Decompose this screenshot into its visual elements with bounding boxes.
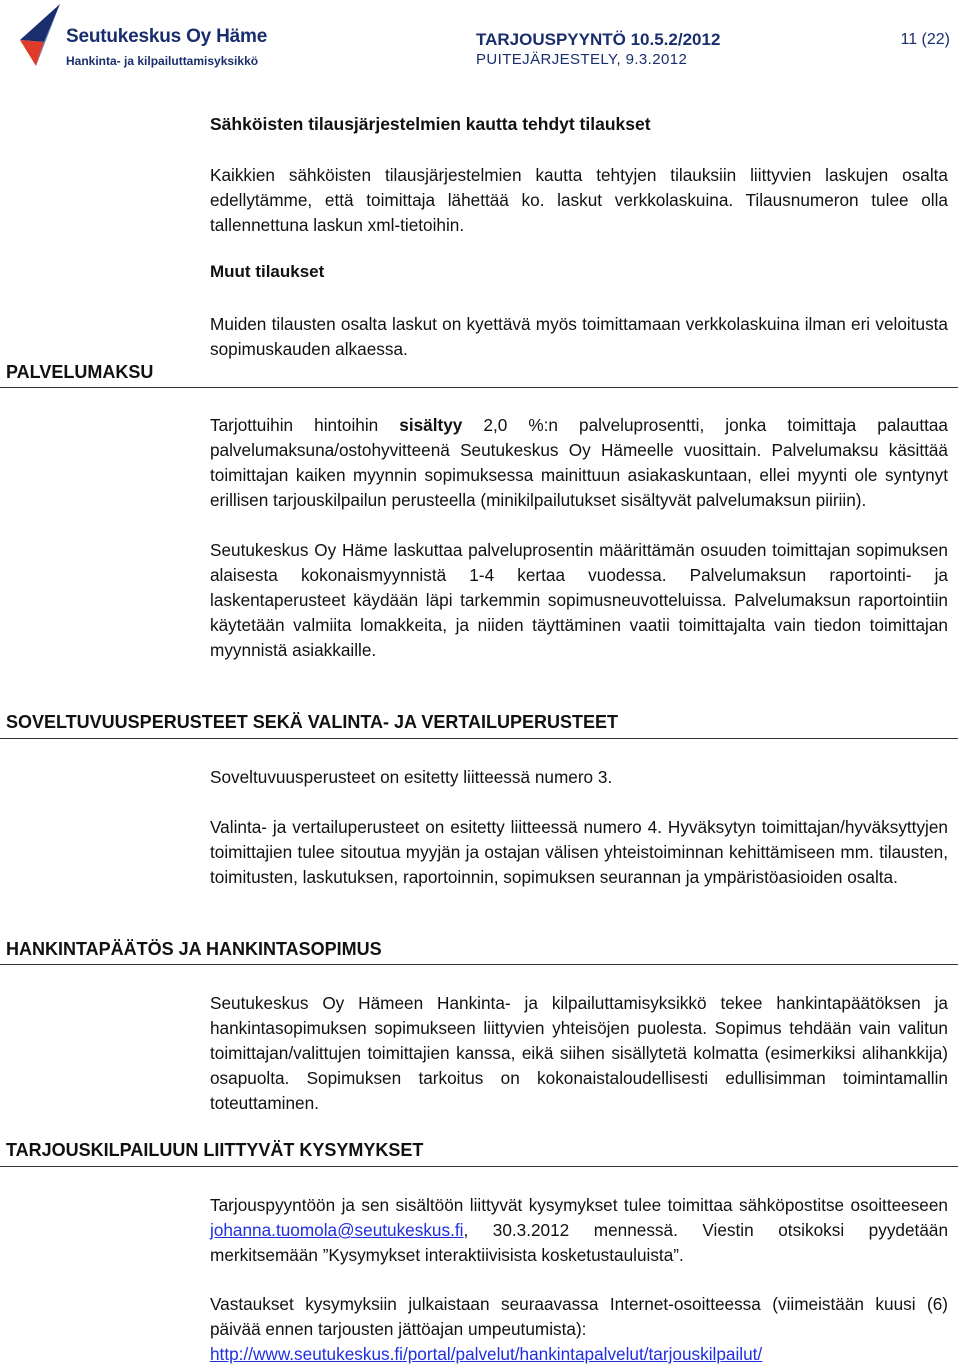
paragraph-palvelumaksu-2: Seutukeskus Oy Häme laskuttaa palveluprosentin määrittämän osuuden toimittajan sopimuksen alaisesta kokonaismyynnistä 1-4 kertaa vuodessa. Palvelumaksun raportointi- ja laskentaperusteet käydään läpi tarkemmin sopimusneuvotteluissa. Palvelumaksun raportointiin käytetään valmiita lomakkeita, ja niiden täyttäminen vaatii toimittajalta vain tiedon toimittajan myynnistä asiakkaille.	[210, 540, 948, 660]
bold-text: sisältyy	[399, 415, 463, 435]
text-span: Tarjottuihin hintoihin	[210, 415, 400, 435]
paragraph-kysymykset-1	[210, 1193, 948, 1268]
logo-shard-icon	[14, 2, 66, 68]
document-subtitle: PUITEJÄRJESTELY, 9.3.2012	[476, 51, 688, 68]
section-heading-other-orders: Muut tilaukset	[210, 262, 325, 281]
company-logo	[10, 0, 310, 72]
text-span: 2,0 %:n palveluprosentti, jonka toimittaja palauttaa palvelumaksuna/ostohyvitteenä Seutukeskus Oy Hämeelle vuosittain. Palvelumaksu käsittää toimittajan kaiken myynnin sopimuksessa mainittuun asiakaskuntaan, ellei myynti ole syntynyt erillisen tarjouskilpailun perusteella (minikilpailutukset sisältyvät palvelumaksun piiriin).	[210, 415, 948, 510]
paragraph-palvelumaksu-1	[210, 413, 948, 513]
section-heading-kysymykset: TARJOUSKILPAILUUN LIITTYVÄT KYSYMYKSET	[6, 1140, 424, 1160]
section-heading-hankintapaatos: HANKINTAPÄÄTÖS JA HANKINTASOPIMUS	[6, 939, 382, 959]
section-rule	[0, 1166, 958, 1167]
paragraph-hankintapaatos: Seutukeskus Oy Hämeen Hankinta- ja kilpailuttamisyksikkö tekee hankintapäätöksen ja hankintasopimuksen sopimukseen liittyvien yhteisöjen puolesta. Sopimus tehdään vain valitun toimittajan/valittujen toimittajien kanssa, eikä siihen sisällytetä kolmatta (esimerkiksi alihankkija) osapuolta. Sopimuksen tarkoitus on kokonaistaloudellisesti edullisimman toimintamallin toteuttaminen.	[210, 993, 948, 1113]
section-rule	[0, 387, 958, 388]
section-heading-soveltuvuus: SOVELTUVUUSPERUSTEET SEKÄ VALINTA- JA VERTAILUPERUSTEET	[6, 712, 619, 732]
paragraph-soveltuvuus-2: Valinta- ja vertailuperusteet on esitetty liitteessä numero 4. Hyväksytyn toimittajan/hyväksyttyjen toimittajien tulee sitoutua myyjän ja ostajan välisen yhteistoiminnan kehittämiseen mm. tilausten, toimitusten, laskutuksen, raportoinnin, sopimuksen seurannan ja ympäristöasioiden osalta.	[210, 817, 948, 887]
company-unit: Hankinta- ja kilpailuttamisyksikkö	[66, 54, 259, 68]
section-heading-palvelumaksu: PALVELUMAKSU	[6, 362, 154, 382]
document-title: TARJOUSPYYNTÖ 10.5.2/2012	[476, 30, 721, 49]
paragraph-other-orders: Muiden tilausten osalta laskut on kyettävä myös toimittamaan verkkolaskuina ilman eri veloitusta sopimuskauden alkaessa.	[210, 314, 948, 359]
company-name: Seutukeskus Oy Häme	[66, 26, 268, 47]
section-rule	[0, 738, 958, 739]
text-span: , 30.3.2012 mennessä. Viestin otsikoksi pyydetään merkitsemään ”Kysymykset interaktiivisista kosketustauluista”.	[210, 1220, 948, 1265]
tender-url-link[interactable]: http://www.seutukeskus.fi/portal/palvelut/hankintapalvelut/tarjouskilpailut/	[210, 1344, 763, 1364]
email-link[interactable]: johanna.tuomola@seutukeskus.fi	[210, 1220, 464, 1240]
section-heading-electronic-orders: Sähköisten tilausjärjestelmien kautta tehdyt tilaukset	[210, 114, 651, 134]
page-number: 11 (22)	[900, 31, 950, 48]
paragraph-kysymykset-2	[210, 1292, 948, 1367]
text-span: Vastaukset kysymyksiin julkaistaan seuraavassa Internet-osoitteessa (viimeistään kuusi (6) päivää ennen tarjousten jättöajan umpeutumista):	[210, 1294, 948, 1339]
section-rule	[0, 964, 958, 965]
text-span: Tarjouspyyntöön ja sen sisältöön liittyvät kysymykset tulee toimittaa sähköpostitse osoitteeseen	[210, 1195, 948, 1215]
paragraph-soveltuvuus-1: Soveltuvuusperusteet on esitetty liitteessä numero 3.	[210, 767, 613, 787]
paragraph-electronic-orders: Kaikkien sähköisten tilausjärjestelmien kautta tehtyjen tilauksiin liittyvien laskujen osalta edellytämme, että toimittaja lähettää ko. laskut verkkolaskuina. Tilausnumeron tulee olla tallennettuna laskun xml-tietoihin.	[210, 165, 948, 235]
